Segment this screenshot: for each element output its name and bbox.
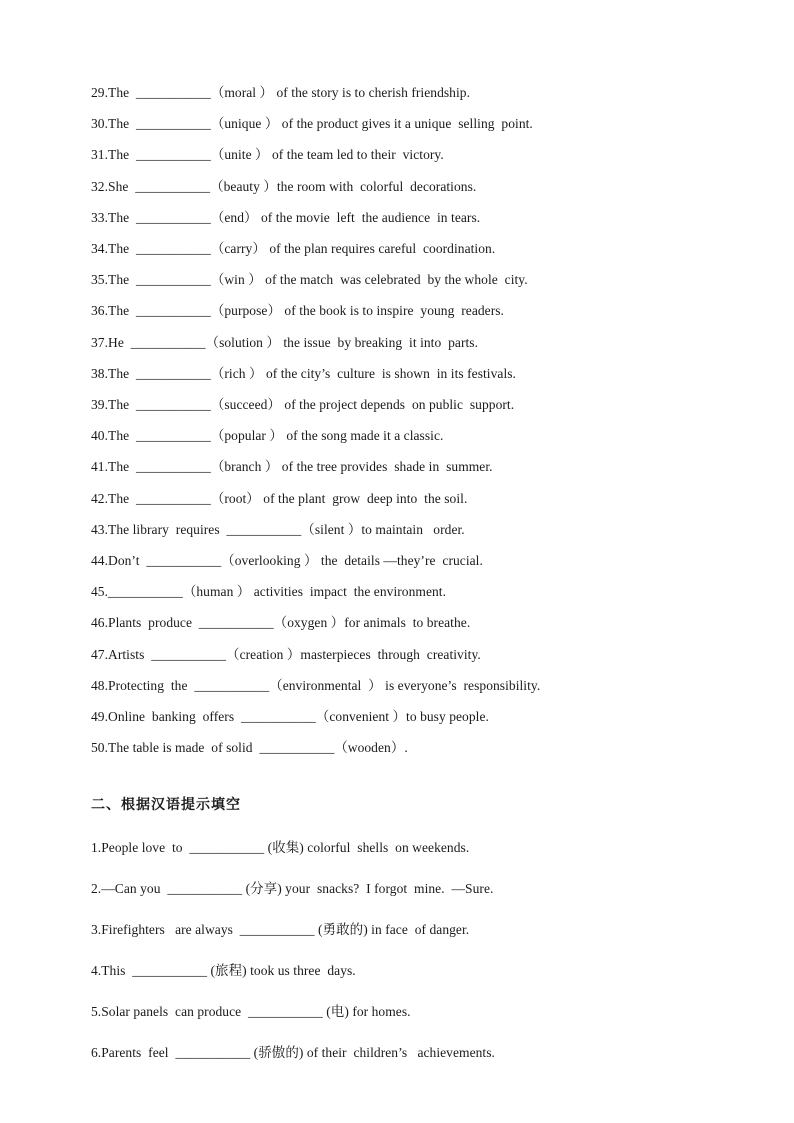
exercise-38: 38.The ___________（rich ） of the city’s culture is shown in its festivals. — [91, 366, 516, 381]
exercise-46: 46.Plants produce ___________（oxygen ）for animals to breathe. — [91, 615, 471, 630]
exercise-43: 43.The library requires ___________（silent ）to maintain order. — [91, 522, 465, 537]
exercise-35: 35.The ___________（win ） of the match was celebrated by the whole city. — [91, 272, 528, 287]
hint-exercise-4: 4.This ___________ (旅程) took us three days. — [91, 963, 356, 978]
exercise-30: 30.The ___________（unique ） of the product gives it a unique selling point. — [91, 116, 533, 131]
exercise-31: 31.The ___________（unite ） of the team led to their victory. — [91, 147, 444, 162]
exercise-34: 34.The ___________（carry） of the plan requires careful coordination. — [91, 241, 496, 256]
hint-exercise-5: 5.Solar panels can produce ___________ (电) for homes. — [91, 1004, 411, 1019]
hint-exercise-1: 1.People love to ___________ (收集) colorful shells on weekends. — [91, 840, 470, 855]
section-2-heading: 二、根据汉语提示填空 — [91, 798, 241, 813]
hint-exercise-2: 2.—Can you ___________ (分享) your snacks? I forgot mine. —Sure. — [91, 881, 494, 896]
exercise-36: 36.The ___________（purpose） of the book is to inspire young readers. — [91, 303, 504, 318]
exercise-47: 47.Artists ___________（creation ）masterpieces through creativity. — [91, 647, 481, 662]
exercise-44: 44.Don’t ___________（overlooking ） the details —they’re crucial. — [91, 553, 483, 568]
exercise-45: 45.___________（human ） activities impact the environment. — [91, 584, 447, 599]
exercise-49: 49.Online banking offers ___________（convenient ）to busy people. — [91, 709, 489, 724]
exercise-29: 29.The ___________（moral ） of the story is to cherish friendship. — [91, 85, 470, 100]
exercise-32: 32.She ___________（beauty ）the room with colorful decorations. — [91, 179, 477, 194]
hint-exercise-6: 6.Parents feel ___________ (骄傲的) of their children’s achievements. — [91, 1045, 495, 1060]
exercise-48: 48.Protecting the ___________（environmental ） is everyone’s responsibility. — [91, 678, 541, 693]
exercise-39: 39.The ___________（succeed） of the project depends on public support. — [91, 397, 515, 412]
exercise-40: 40.The ___________（popular ） of the song made it a classic. — [91, 428, 444, 443]
exercise-42: 42.The ___________（root） of the plant grow deep into the soil. — [91, 491, 468, 506]
exercise-41: 41.The ___________（branch ） of the tree provides shade in summer. — [91, 459, 493, 474]
exercise-33: 33.The ___________（end） of the movie left the audience in tears. — [91, 210, 481, 225]
exercise-37: 37.He ___________（solution ） the issue by breaking it into parts. — [91, 335, 479, 350]
exercise-50: 50.The table is made of solid ___________（wooden）. — [91, 740, 408, 755]
hint-exercise-3: 3.Firefighters are always ___________ (勇敢的) in face of danger. — [91, 922, 470, 937]
